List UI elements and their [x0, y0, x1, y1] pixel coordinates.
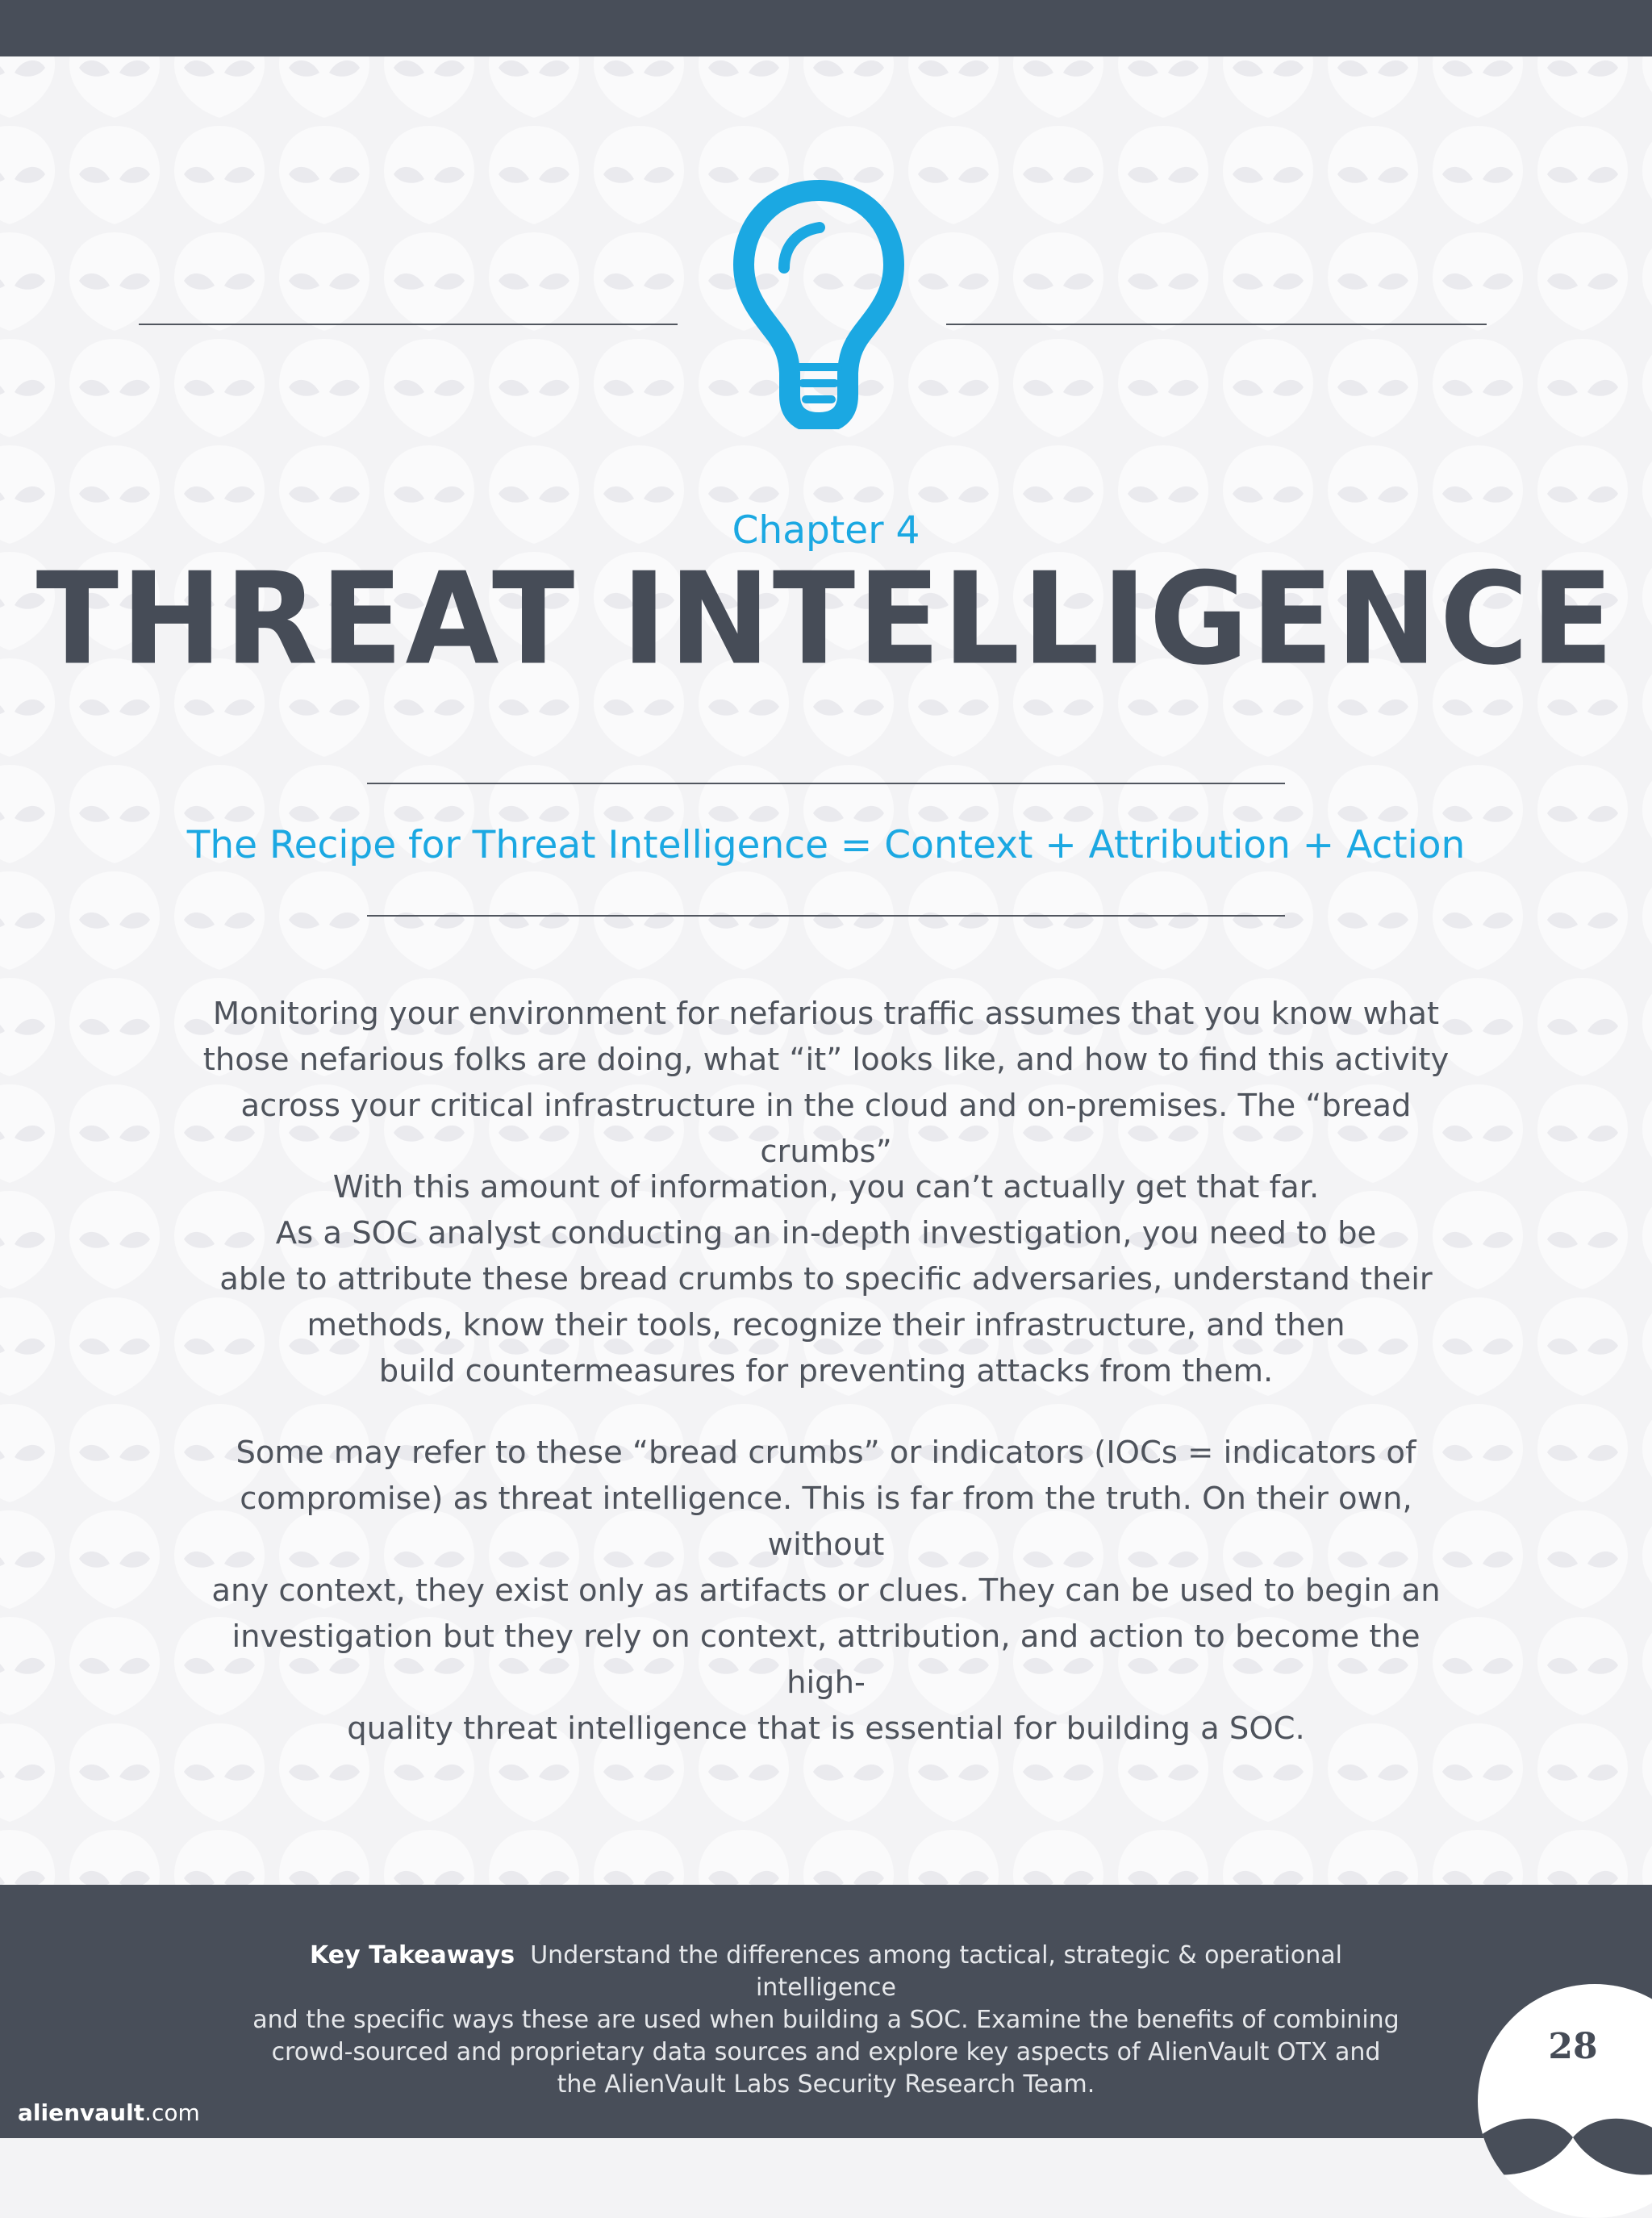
- alien-head-icon: [0, 978, 55, 1076]
- alien-head-icon: [0, 56, 55, 118]
- alien-head-icon: [69, 126, 160, 224]
- alien-head-icon: [594, 232, 684, 331]
- takeaways-text: Understand the differences among tactical, strategic & operational intelligence: [530, 1941, 1342, 2002]
- top-bar: [0, 0, 1652, 56]
- alien-head-icon: [0, 1830, 55, 1885]
- alien-head-icon: [0, 1297, 55, 1396]
- paragraph-line: build countermeasures for preventing attacks from them.: [378, 1353, 1274, 1389]
- alien-head-icon: [1642, 1617, 1652, 1715]
- page-number: 28: [1548, 2026, 1598, 2067]
- alienvault-logo[interactable]: [18, 2099, 200, 2126]
- alien-head-icon: [1433, 1830, 1523, 1885]
- alien-head-icon: [384, 126, 474, 224]
- alien-head-icon: [279, 232, 369, 331]
- alien-head-icon: [1642, 978, 1652, 1076]
- logo-name: alienvault: [18, 2099, 145, 2126]
- alien-head-icon: [1537, 1191, 1628, 1289]
- alien-head-icon: [279, 339, 369, 437]
- alien-head-icon: [1328, 56, 1418, 118]
- alien-head-icon: [908, 1830, 999, 1885]
- page-number-badge: [1478, 1984, 1652, 2218]
- alien-head-icon: [384, 1830, 474, 1885]
- alien-head-icon: [0, 1617, 55, 1715]
- alien-head-icon: [0, 232, 55, 331]
- alien-head-icon: [384, 232, 474, 331]
- alien-head-icon: [1118, 1830, 1208, 1885]
- alien-head-icon: [0, 1404, 55, 1502]
- alien-head-icon: [69, 1084, 160, 1183]
- alien-head-icon: [1223, 232, 1313, 331]
- alien-head-icon: [1537, 1404, 1628, 1502]
- alien-head-icon: [69, 1617, 160, 1715]
- alien-head-icon: [1328, 871, 1418, 970]
- alien-head-icon: [908, 871, 999, 970]
- alien-head-icon: [1642, 1084, 1652, 1183]
- alien-head-icon: [1118, 871, 1208, 970]
- alien-head-icon: [489, 339, 579, 437]
- alien-head-icon: [1433, 339, 1523, 437]
- alien-head-icon: [1537, 56, 1628, 118]
- alien-head-icon: [489, 126, 579, 224]
- alien-head-icon: [1537, 339, 1628, 437]
- paragraph-line: those nefarious folks are doing, what “it” looks like, and how to find this activity: [202, 1042, 1450, 1078]
- alien-head-icon: [0, 871, 55, 970]
- alien-head-icon: [1328, 126, 1418, 224]
- alien-head-icon: [174, 56, 265, 118]
- alien-head-icon: [1537, 1510, 1628, 1609]
- alien-head-icon: [489, 871, 579, 970]
- alien-head-icon: [1328, 232, 1418, 331]
- recipe-rule-bottom: [367, 915, 1285, 917]
- paragraph-line: able to attribute these bread crumbs to specific adversaries, understand their: [219, 1261, 1433, 1297]
- alien-head-icon: [69, 1723, 160, 1822]
- header-rule-right: [946, 324, 1487, 325]
- alien-head-icon: [0, 1191, 55, 1289]
- alien-head-icon: [1013, 232, 1103, 331]
- alien-head-icon: [1118, 232, 1208, 331]
- alien-head-icon: [594, 339, 684, 437]
- alien-head-icon: [279, 1830, 369, 1885]
- alien-head-icon: [1537, 1723, 1628, 1822]
- key-takeaways: [242, 1940, 1410, 2101]
- alien-head-icon: [594, 56, 684, 118]
- alien-head-icon: [1537, 1297, 1628, 1396]
- paragraph-line: compromise) as threat intelligence. This is far from the truth. On their own, without: [240, 1481, 1412, 1563]
- alien-head-icon: [1223, 126, 1313, 224]
- paragraph-line: across your critical infrastructure in the cloud and on-premises. The “bread crumbs”: [240, 1088, 1412, 1170]
- alien-head-icon: [1478, 1984, 1652, 2218]
- alien-head-icon: [908, 56, 999, 118]
- alien-head-icon: [279, 56, 369, 118]
- body-paragraph-1: [194, 991, 1458, 1175]
- takeaways-label: Key Takeaways: [310, 1941, 515, 1969]
- alien-head-icon: [1013, 56, 1103, 118]
- alien-head-icon: [489, 1830, 579, 1885]
- alien-head-icon: [489, 232, 579, 331]
- alien-head-icon: [1642, 1297, 1652, 1396]
- alien-head-icon: [279, 126, 369, 224]
- alien-head-icon: [384, 871, 474, 970]
- alien-head-icon: [384, 56, 474, 118]
- header-rule-left: [139, 324, 678, 325]
- alien-head-icon: [69, 1297, 160, 1396]
- alien-head-icon: [1118, 126, 1208, 224]
- alien-head-icon: [1013, 871, 1103, 970]
- paragraph-line: quality threat intelligence that is essential for building a SOC.: [347, 1710, 1305, 1747]
- alien-head-icon: [1013, 339, 1103, 437]
- alien-head-icon: [69, 232, 160, 331]
- alien-head-icon: [1537, 1617, 1628, 1715]
- alien-head-icon: [1642, 1191, 1652, 1289]
- logo-domain: .com: [144, 2099, 200, 2126]
- alien-head-icon: [594, 1830, 684, 1885]
- alien-head-icon: [174, 1830, 265, 1885]
- alien-head-icon: [0, 126, 55, 224]
- takeaways-text: the AlienVault Labs Security Research Team.: [557, 2070, 1095, 2099]
- alien-head-icon: [1537, 126, 1628, 224]
- body-paragraph-3: [194, 1430, 1458, 1752]
- alien-head-icon: [1642, 1830, 1652, 1885]
- alien-head-icon: [69, 871, 160, 970]
- alien-head-icon: [1642, 1510, 1652, 1609]
- alien-head-icon: [1433, 56, 1523, 118]
- alien-head-icon: [1537, 978, 1628, 1076]
- alien-head-icon: [384, 339, 474, 437]
- alien-head-icon: [699, 1830, 789, 1885]
- alien-head-icon: [69, 1191, 160, 1289]
- takeaways-text: and the specific ways these are used when building a SOC. Examine the benefits of combining: [252, 2006, 1400, 2034]
- alien-head-icon: [594, 871, 684, 970]
- takeaways-text: crowd-sourced and proprietary data sources and explore key aspects of AlienVault OTX and: [271, 2038, 1381, 2066]
- alien-head-icon: [803, 56, 894, 118]
- alien-head-icon: [1642, 871, 1652, 970]
- alien-head-icon: [1013, 1830, 1103, 1885]
- alien-head-icon: [1537, 871, 1628, 970]
- recipe-rule-top: [367, 783, 1285, 784]
- alien-head-icon: [699, 871, 789, 970]
- alien-head-icon: [69, 1510, 160, 1609]
- alien-head-icon: [69, 339, 160, 437]
- paragraph-line: methods, know their tools, recognize their infrastructure, and then: [307, 1307, 1345, 1343]
- alien-head-icon: [1642, 56, 1652, 118]
- alien-head-icon: [1223, 56, 1313, 118]
- recipe-subtitle: The Recipe for Threat Intelligence = Context + Attribution + Action: [186, 823, 1466, 867]
- alien-head-icon: [0, 339, 55, 437]
- alien-head-icon: [1537, 1084, 1628, 1183]
- alien-head-icon: [69, 56, 160, 118]
- takeaways-line-1: [242, 1940, 1410, 2004]
- alien-head-icon: [594, 126, 684, 224]
- alien-head-icon: [0, 1723, 55, 1822]
- alien-head-icon: [0, 1510, 55, 1609]
- alien-head-icon: [699, 56, 789, 118]
- chapter-title: THREAT INTELLIGENCE: [35, 545, 1617, 694]
- alien-head-icon: [803, 1830, 894, 1885]
- alien-head-icon: [174, 232, 265, 331]
- alien-head-icon: [174, 871, 265, 970]
- alien-head-icon: [1328, 1830, 1418, 1885]
- alien-head-icon: [1642, 1404, 1652, 1502]
- alien-head-icon: [1642, 126, 1652, 224]
- alien-head-icon: [1642, 339, 1652, 437]
- alien-head-icon: [69, 1830, 160, 1885]
- alien-head-icon: [69, 1404, 160, 1502]
- alien-head-icon: [1433, 126, 1523, 224]
- chapter-label: Chapter 4: [732, 508, 920, 553]
- paragraph-line: investigation but they rely on context, attribution, and action to become the high-: [232, 1619, 1420, 1701]
- lightbulb-icon: [729, 179, 908, 429]
- alien-head-icon: [1537, 232, 1628, 331]
- alien-head-icon: [1223, 871, 1313, 970]
- alien-head-icon: [279, 871, 369, 970]
- alien-head-icon: [0, 1084, 55, 1183]
- alien-head-icon: [1433, 871, 1523, 970]
- alien-head-icon: [174, 126, 265, 224]
- alien-head-icon: [1223, 339, 1313, 437]
- paragraph-line: any context, they exist only as artifacts or clues. They can be used to begin an: [211, 1573, 1441, 1609]
- alien-head-icon: [1118, 339, 1208, 437]
- alien-head-icon: [1433, 232, 1523, 331]
- alien-head-icon: [908, 339, 999, 437]
- alien-head-icon: [1328, 339, 1418, 437]
- paragraph-line: As a SOC analyst conducting an in-depth investigation, you need to be: [275, 1215, 1377, 1251]
- paragraph-line: With this amount of information, you can’t actually get that far.: [332, 1169, 1320, 1205]
- alien-head-icon: [908, 126, 999, 224]
- alien-head-icon: [69, 978, 160, 1076]
- alien-head-icon: [1118, 56, 1208, 118]
- alien-head-icon: [803, 871, 894, 970]
- alien-head-icon: [1642, 232, 1652, 331]
- alien-head-icon: [1642, 1723, 1652, 1822]
- body-paragraph-2: [194, 1164, 1458, 1394]
- alien-head-icon: [908, 232, 999, 331]
- paragraph-line: Monitoring your environment for nefarious traffic assumes that you know what: [212, 996, 1440, 1032]
- alien-head-icon: [1013, 126, 1103, 224]
- alien-head-icon: [1223, 1830, 1313, 1885]
- alien-head-icon: [1537, 1830, 1628, 1885]
- alien-head-icon: [489, 56, 579, 118]
- alien-head-icon: [174, 339, 265, 437]
- paragraph-line: Some may refer to these “bread crumbs” or indicators (IOCs = indicators of: [236, 1435, 1416, 1471]
